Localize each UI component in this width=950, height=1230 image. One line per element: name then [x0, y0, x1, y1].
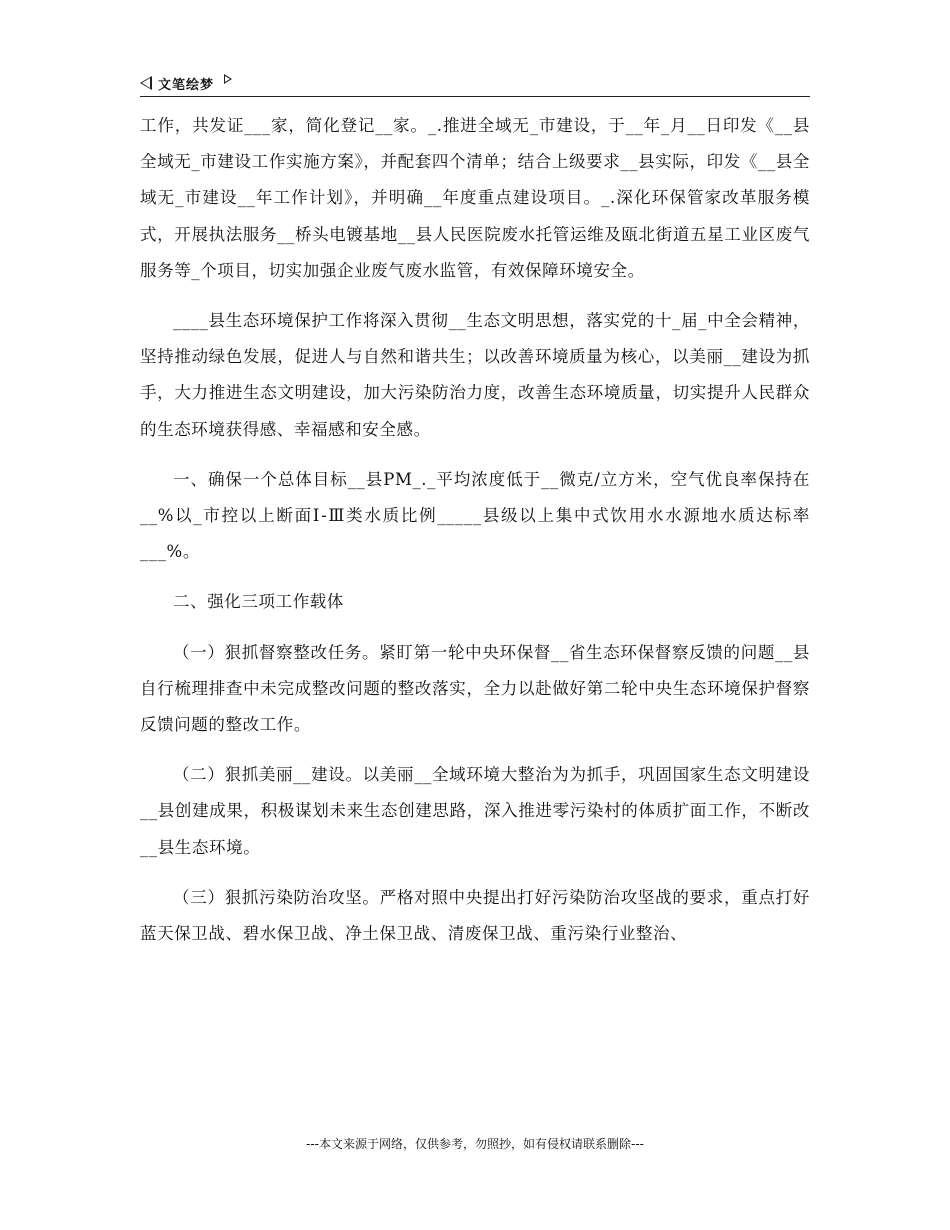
header-brand: 文笔绘梦 — [158, 77, 215, 93]
document-body — [140, 108, 810, 966]
paragraph: （一）狠抓督察整改任务。紧盯第一轮中央环保督__省生态环保督察反馈的问题__县自行梳理排查中未完成整改问题的整改落实，全力以赴做好第二轮中央生态环境保护督察反馈问题的整改工作。 — [140, 642, 810, 735]
triangle-right-icon — [224, 74, 232, 84]
paragraph: 一、确保一个总体目标__县PM_._平均浓度低于__微克/立方米，空气优良率保持在__%以_市控以上断面Ⅰ-Ⅲ类水质比例_____县级以上集中式饮用水水源地水质达标率___%。 — [140, 469, 810, 562]
paragraph: ____县生态环境保护工作将深入贯彻__生态文明思想，落实党的十_届_中全会精神，坚持推动绿色发展，促进人与自然和谐共生；以改善环境质量为核心，以美丽__建设为抓手，大力推进生态文明建设，加大污染防治力度，改善生态环境质量，切实提升人民群众的生态环境获得感、幸福感和安全感。 — [140, 311, 810, 439]
page-header — [140, 70, 810, 97]
footer-notice: ---本文来源于网络，仅供参考，勿照抄，如有侵权请联系删除--- — [306, 1137, 644, 1151]
paragraph: （二）狠抓美丽__建设。以美丽__全域环境大整治为为抓手，巩固国家生态文明建设__县创建成果，积极谋划未来生态创建思路，深入推进零污染村的体质扩面工作，不断改__县生态环境。 — [140, 765, 810, 857]
section-heading: 二、强化三项工作载体 — [173, 592, 344, 612]
paragraph: 工作，共发证___家，简化登记__家。_.推进全域无_市建设，于__年_月__日印发《__县全域无_市建设工作实施方案》，并配套四个清单；结合上级要求__县实际，印发《__县全域无_市建设__年工作计划》，并明确__年度重点建设项目。_.深化环保管家改革服务模式，开展执法服务__桥头电镀基地__县人民医院废水托管运维及瓯北街道五星工业区废气服务等_个项目，切实加强企业废气废水监管，有效保障环境安全。 — [140, 116, 810, 280]
paragraph: （三）狠抓污染防治攻坚。严格对照中央提出打好污染防治攻坚战的要求，重点打好蓝天保卫战、碧水保卫战、净土保卫战、清废保卫战、重污染行业整治、 — [140, 887, 810, 944]
triangle-left-icon — [140, 76, 152, 90]
